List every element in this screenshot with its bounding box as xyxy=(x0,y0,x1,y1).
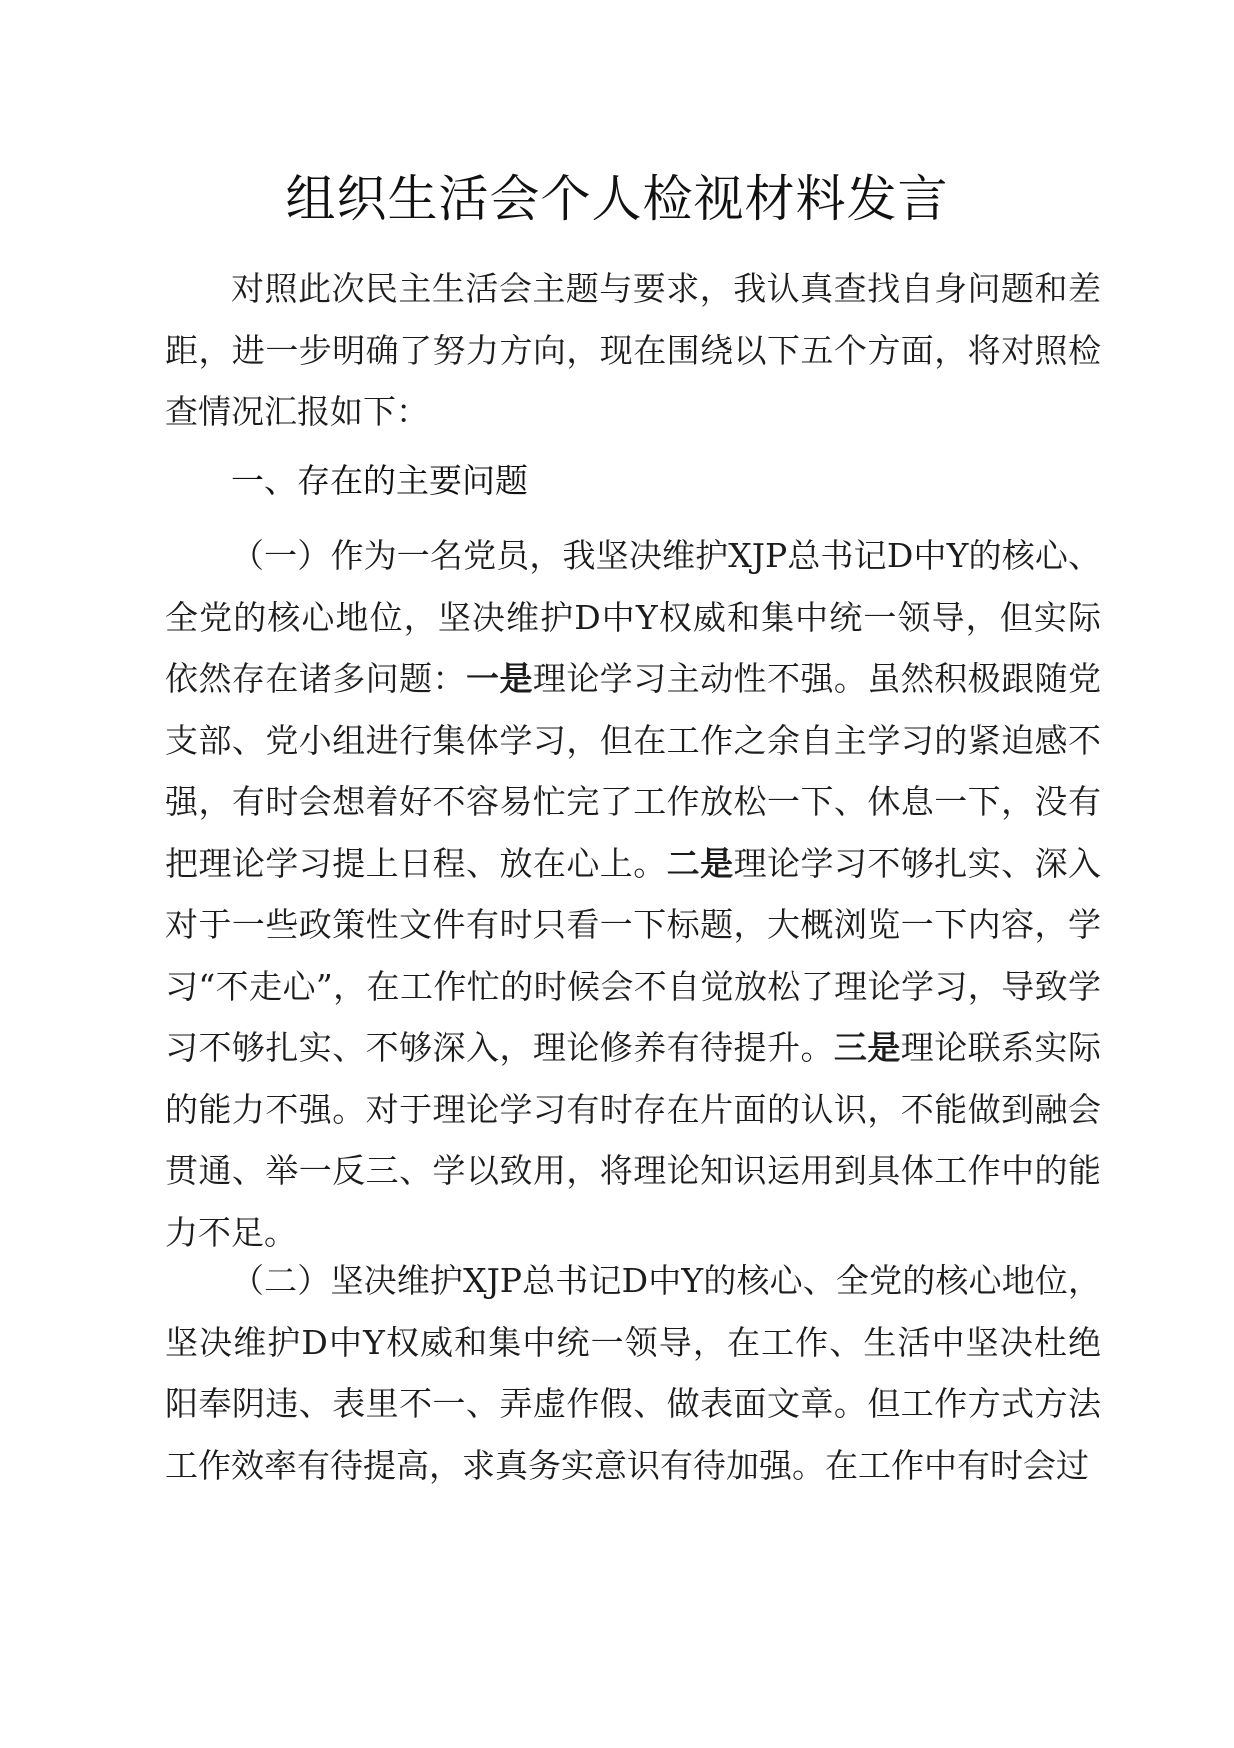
intro-paragraph: 对照此次民主生活会主题与要求，我认真查找自身问题和差距，进一步明确了努力方向，现在围绕以下五个方面，将对照检查情况汇报如下： xyxy=(165,269,1101,431)
problem-paragraph-1 xyxy=(165,525,1101,1263)
point-label-2: 二是 xyxy=(666,843,734,883)
point-text-3: 理论联系实际的能力不强。对于理论学习有时存在片面的认识，不能做到融会贯通、举一反三、学以致用，将理论知识运用到具体工作中的能力不足。 xyxy=(165,1028,1102,1252)
point-text-2: 理论学习不够扎实、深入对于一些政策性文件有时只看一下标题，大概浏览一下内容，学习“不走心”，在工作忙的时候会不自觉放松了理论学习，导致学习不够扎实、不够深入，理论修养有待提升。 xyxy=(165,843,1102,1067)
point-label-3: 三是 xyxy=(833,1028,901,1067)
section-heading: 一、存在的主要问题 xyxy=(231,461,528,500)
point-label-1: 一是 xyxy=(466,659,533,698)
document-title: 组织生活会个人检视材料发言 xyxy=(285,170,949,228)
problem-paragraph-2: （二）坚决维护XJP总书记D中Y的核心、全党的核心地位，坚决维护D中Y权威和集中统一领导，在工作、生活中坚决杜绝阳奉阴违、表里不一、弄虚作假、做表面文章。但工作方式方法工作效率有待提高，求真务实意识有待加强。在工作中有时会过 xyxy=(165,1261,1101,1485)
point-text-1: 理论学习主动性不强。虽然积极跟随党支部、党小组进行集体学习，但在工作之余自主学习的紧迫感不强，有时会想着好不容易忙完了工作放松一下、休息一下，没有把理论学习提上日程、放在心上。 xyxy=(165,659,1102,883)
paragraph-1-intro: （一）作为一名党员，我坚决维护XJP总书记D中Y的核心、全党的核心地位，坚决维护D中Y权威和集中统一领导，但实际依然存在诸多问题： xyxy=(165,536,1101,698)
